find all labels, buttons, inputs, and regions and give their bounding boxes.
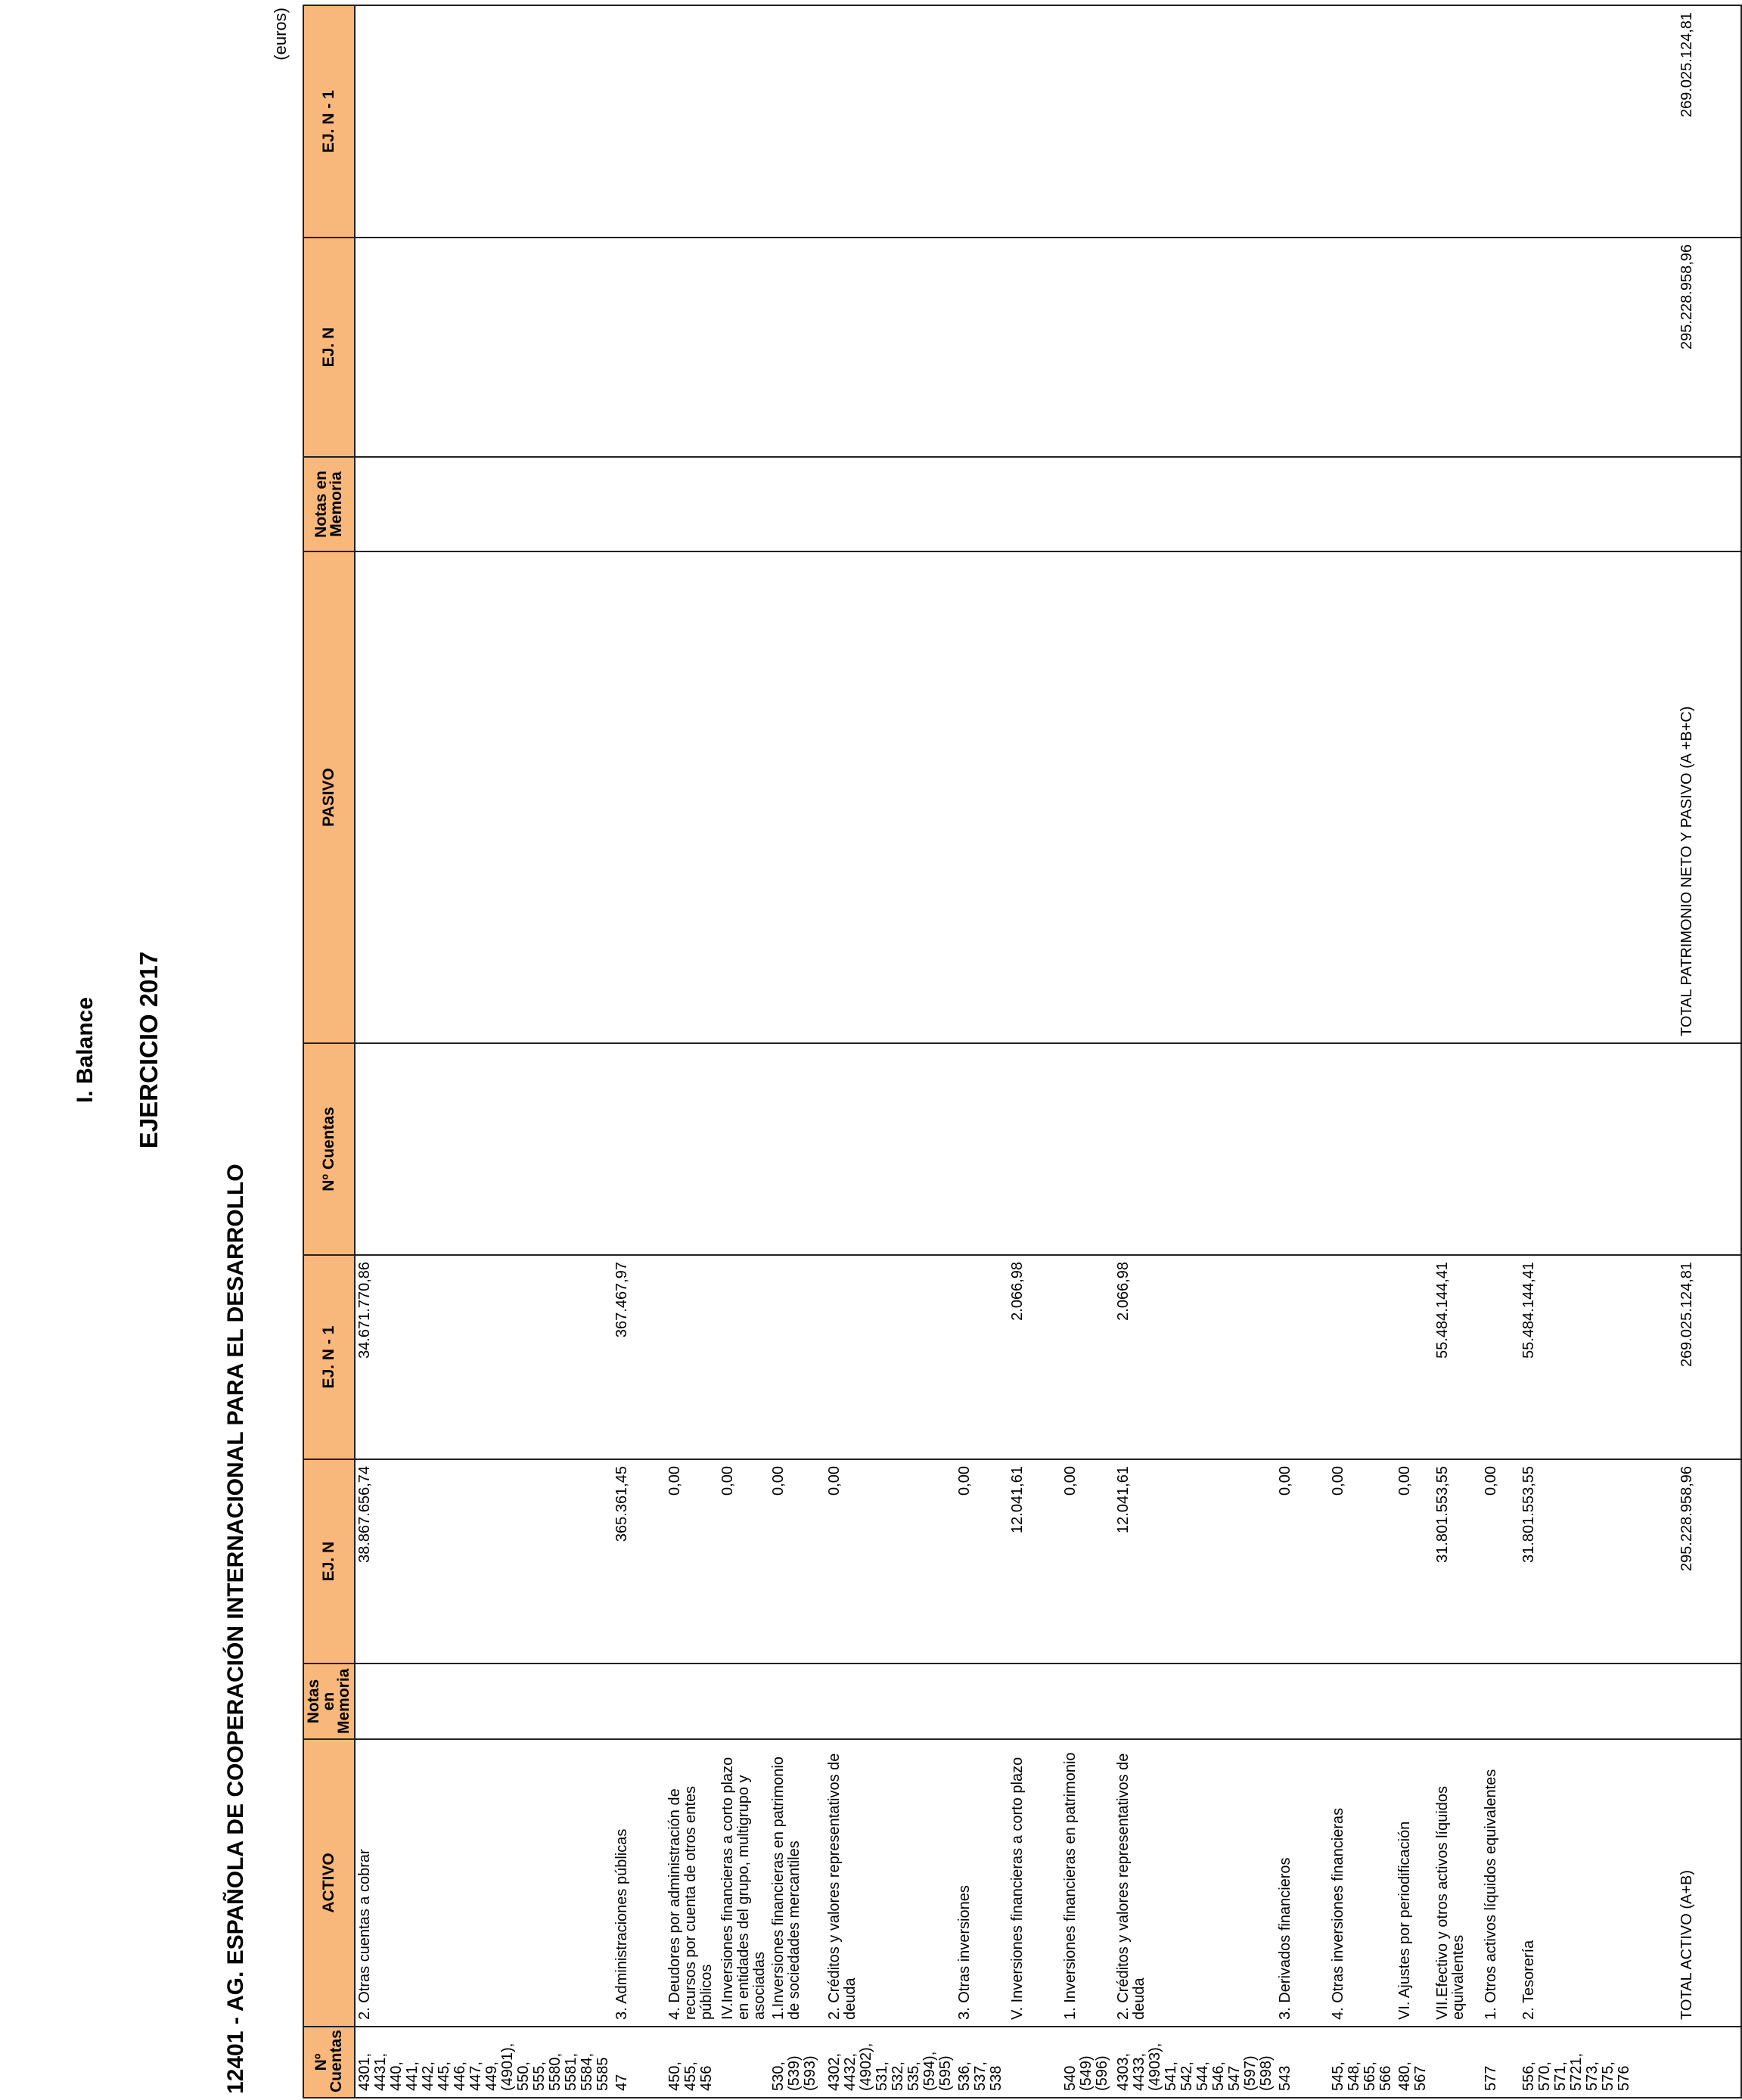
header-notas: Notas en Memoria [303,1664,355,1739]
ej-n-cell: 365.361,45 [613,1459,666,1664]
header-notas-pasivo: Notas en Memoria [303,457,355,551]
concepto-cell: 1. Inversiones financieras en patrimonio [1061,1739,1114,2027]
ej-n-1-cell [825,1255,955,1459]
ej-n-1-cell: 367.467,97 [613,1255,666,1459]
concepto-cell: TOTAL ACTIVO (A+B) [1634,1739,1741,2027]
cuentas-pasivo-cell [1114,1043,1276,1255]
ej-n-1-cell [1396,1255,1433,1459]
ej-n-pasivo-cell [1520,238,1634,457]
table-row [825,5,955,2098]
ej-n-pasivo-cell [1276,238,1329,457]
ej-n-cell: 0,00 [955,1459,1008,1664]
ej-n-1-cell: 55.484.144,41 [1433,1255,1482,1459]
header-pasivo: PASIVO [303,551,355,1043]
pasivo-cell [719,551,769,1043]
table-row [1433,5,1482,2098]
concepto-cell: 2. Otras cuentas a cobrar [355,1739,613,2027]
ej-n-cell: 295.228.958,96 [1634,1459,1741,1664]
concepto-cell: 4. Otras inversiones financieras [1329,1739,1396,2027]
ej-n-pasivo-cell [1008,238,1061,457]
ej-n-1-pasivo-cell [825,5,955,238]
header-ej-n: EJ. N [303,1459,355,1664]
cuentas-pasivo-cell [769,1043,825,1255]
ej-n-pasivo-cell [825,238,955,457]
pasivo-cell [955,551,1008,1043]
ej-n-cell: 0,00 [666,1459,719,1664]
ej-n-1-pasivo-cell [955,5,1008,238]
ej-n-1-cell [1329,1255,1396,1459]
concepto-cell: IV.Inversiones financieras a corto plazo en entidades del grupo, multigrupo y asociadas [719,1739,769,2027]
concepto-cell: V. Inversiones financieras a corto plazo [1008,1739,1061,2027]
ej-n-cell: 0,00 [769,1459,825,1664]
pasivo-cell [666,551,719,1043]
ej-n-1-pasivo-cell [1276,5,1329,238]
table-row [1520,5,1634,2098]
notas-cell [1329,1664,1396,1739]
ej-n-pasivo-cell [955,238,1008,457]
balance-table [303,5,1742,2098]
cuentas-cell: 540 (549) (596) [1061,2027,1114,2098]
cuentas-cell: 480, 567 [1396,2027,1433,2098]
ej-n-1-cell: 2.066,98 [1008,1255,1061,1459]
notas-pasivo-cell [666,457,719,551]
table-row [1329,5,1396,2098]
table-row [1276,5,1329,2098]
cuentas-cell: 577 [1482,2027,1520,2098]
notas-cell [1114,1664,1276,1739]
notas-pasivo-cell [613,457,666,551]
ej-n-1-cell [666,1255,719,1459]
concepto-cell: 4. Deudores por administración de recursos por cuenta de otros entes públicos [666,1739,719,2027]
cuentas-pasivo-cell [1008,1043,1061,1255]
table-row [1396,5,1433,2098]
table-row [666,5,719,2098]
ej-n-1-pasivo-cell [613,5,666,238]
pasivo-cell [1520,551,1634,1043]
ej-n-cell: 12.041,61 [1114,1459,1276,1664]
ej-n-1-pasivo-cell [1008,5,1061,238]
table-row [1634,5,1741,2098]
ej-n-pasivo-cell [666,238,719,457]
ej-n-pasivo-cell [613,238,666,457]
ej-n-cell: 0,00 [1061,1459,1114,1664]
cuentas-pasivo-cell [355,1043,613,1255]
ej-n-1-pasivo-cell [1520,5,1634,238]
ej-n-1-cell: 55.484.144,41 [1520,1255,1634,1459]
notas-pasivo-cell [1396,457,1433,551]
pasivo-cell [355,551,613,1043]
pasivo-cell [1114,551,1276,1043]
notas-pasivo-cell [955,457,1008,551]
header-cuentas: Nº Cuentas [303,2027,355,2098]
cuentas-pasivo-cell [613,1043,666,1255]
notas-cell [955,1664,1008,1739]
table-row [355,5,613,2098]
notas-cell [1433,1664,1482,1739]
ej-n-1-cell [1276,1255,1329,1459]
table-row [1482,5,1520,2098]
table-row [1114,5,1276,2098]
notas-cell [613,1664,666,1739]
ej-n-1-cell [719,1255,769,1459]
concepto-cell: 2. Créditos y valores representativos de deuda [1114,1739,1276,2027]
pasivo-cell [1276,551,1329,1043]
ej-n-pasivo-cell [355,238,613,457]
cuentas-cell: 450, 455, 456 [666,2027,719,2098]
notas-cell [1396,1664,1433,1739]
ej-n-1-pasivo-cell [1433,5,1482,238]
notas-cell [825,1664,955,1739]
header-activo: ACTIVO [303,1739,355,2027]
header-ej-n-pasivo: EJ. N [303,238,355,457]
ej-n-pasivo-cell [1482,238,1520,457]
cuentas-cell: 4302, 4432, (4902), 531, 532, 535, (594), (595) [825,2027,955,2098]
notas-pasivo-cell [769,457,825,551]
notas-pasivo-cell [1008,457,1061,551]
ej-n-cell: 0,00 [1396,1459,1433,1664]
concepto-cell: VI. Ajustes por periodificación [1396,1739,1433,2027]
ej-n-cell: 31.801.553,55 [1520,1459,1634,1664]
cuentas-pasivo-cell [1634,1043,1741,1255]
cuentas-cell: 4301, 4431, 440, 441, 442, 445, 446, 447, 449, (4901), 550, 555, 5580, 5581, 5584, 5585 [355,2027,613,2098]
pasivo-cell [1396,551,1433,1043]
report-title: I. Balance [73,996,98,1104]
notas-pasivo-cell [1482,457,1520,551]
ej-n-1-cell [955,1255,1008,1459]
concepto-cell: 3. Otras inversiones [955,1739,1008,2027]
ej-n-1-pasivo-cell: 269.025.124,81 [1634,5,1741,238]
ej-n-1-pasivo-cell [769,5,825,238]
notas-pasivo-cell [1114,457,1276,551]
ej-n-1-cell: 34.671.770,86 [355,1255,613,1459]
notas-pasivo-cell [825,457,955,551]
cuentas-cell [1008,2027,1061,2098]
ej-n-1-pasivo-cell [1329,5,1396,238]
notas-cell [1276,1664,1329,1739]
notas-pasivo-cell [1520,457,1634,551]
ej-n-1-cell: 269.025.124,81 [1634,1255,1741,1459]
ej-n-cell: 0,00 [1276,1459,1329,1664]
ej-n-1-pasivo-cell [1396,5,1433,238]
cuentas-pasivo-cell [1276,1043,1329,1255]
ej-n-pasivo-cell [1433,238,1482,457]
ej-n-pasivo-cell: 295.228.958,96 [1634,238,1741,457]
ej-n-cell: 31.801.553,55 [1433,1459,1482,1664]
ej-n-pasivo-cell [1114,238,1276,457]
table-header-row [303,5,355,2098]
notas-cell [355,1664,613,1739]
ej-n-pasivo-cell [1329,238,1396,457]
concepto-cell: 1. Otros activos líquidos equivalentes [1482,1739,1520,2027]
concepto-cell: 2. Créditos y valores representativos de deuda [825,1739,955,2027]
ej-n-cell: 0,00 [719,1459,769,1664]
ej-n-1-cell [1061,1255,1114,1459]
cuentas-cell: 530, (539) (593) [769,2027,825,2098]
notas-cell [769,1664,825,1739]
cuentas-pasivo-cell [825,1043,955,1255]
ej-n-cell: 12.041,61 [1008,1459,1061,1664]
notas-cell [1061,1664,1114,1739]
cuentas-pasivo-cell [666,1043,719,1255]
notas-pasivo-cell [719,457,769,551]
cuentas-pasivo-cell [955,1043,1008,1255]
ej-n-cell: 38.867.656,74 [355,1459,613,1664]
ej-n-1-pasivo-cell [355,5,613,238]
ej-n-pasivo-cell [1396,238,1433,457]
notas-pasivo-cell [1634,457,1741,551]
notas-cell [1482,1664,1520,1739]
notas-pasivo-cell [1329,457,1396,551]
ej-n-pasivo-cell [1061,238,1114,457]
header-ej-n-1-pasivo: EJ. N - 1 [303,5,355,238]
concepto-cell: VII.Efectivo y otros activos líquidos equivalentes [1433,1739,1482,2027]
cuentas-cell: 545, 548, 565, 566 [1329,2027,1396,2098]
table-row [1061,5,1114,2098]
ej-n-pasivo-cell [719,238,769,457]
notas-cell [719,1664,769,1739]
pasivo-cell [825,551,955,1043]
ej-n-cell: 0,00 [825,1459,955,1664]
notas-pasivo-cell [355,457,613,551]
ej-n-1-pasivo-cell [719,5,769,238]
notas-pasivo-cell [1276,457,1329,551]
ej-n-1-cell [769,1255,825,1459]
ej-n-1-cell: 2.066,98 [1114,1255,1276,1459]
table-row [613,5,666,2098]
units-label: (euros) [271,8,290,61]
cuentas-cell [1634,2027,1741,2098]
concepto-cell: 3. Administraciones públicas [613,1739,666,2027]
ej-n-1-pasivo-cell [666,5,719,238]
cuentas-cell [719,2027,769,2098]
report-subtitle: EJERCICIO 2017 [135,951,163,1149]
concepto-cell: 1.Inversiones financieras en patrimonio de sociedades mercantiles [769,1739,825,2027]
cuentas-cell [1433,2027,1482,2098]
notas-pasivo-cell [1433,457,1482,551]
header-ej-n-1: EJ. N - 1 [303,1255,355,1459]
concepto-cell: 3. Derivados financieros [1276,1739,1329,2027]
ej-n-pasivo-cell [769,238,825,457]
table-row [955,5,1008,2098]
concepto-cell: 2. Tesorería [1520,1739,1634,2027]
table-row [719,5,769,2098]
table-row [769,5,825,2098]
notas-cell [1634,1664,1741,1739]
notas-pasivo-cell [1061,457,1114,551]
header-cuentas-pasivo: Nº Cuentas [303,1043,355,1255]
pasivo-cell: TOTAL PATRIMONIO NETO Y PASIVO (A +B+C) [1634,551,1741,1043]
cuentas-pasivo-cell [1482,1043,1520,1255]
table-row [1008,5,1061,2098]
pasivo-cell [613,551,666,1043]
pasivo-cell [1482,551,1520,1043]
pasivo-cell [1008,551,1061,1043]
cuentas-cell: 47 [613,2027,666,2098]
pasivo-cell [1433,551,1482,1043]
pasivo-cell [769,551,825,1043]
pasivo-cell [1329,551,1396,1043]
cuentas-cell: 556, 570, 571, 5721, 573, 575, 576 [1520,2027,1634,2098]
notas-cell [666,1664,719,1739]
ej-n-1-pasivo-cell [1114,5,1276,238]
cuentas-pasivo-cell [1061,1043,1114,1255]
entity-name: 12401 - AG. ESPAÑOLA DE COOPERACIÓN INTERNACIONAL PARA EL DESARROLLO [223,1163,248,2094]
ej-n-1-pasivo-cell [1061,5,1114,238]
cuentas-cell: 4303, 4433, (4903), 541, 542, 544, 546, 547 (597) (598) [1114,2027,1276,2098]
ej-n-cell: 0,00 [1482,1459,1520,1664]
ej-n-1-cell [1482,1255,1520,1459]
pasivo-cell [1061,551,1114,1043]
cuentas-pasivo-cell [1433,1043,1482,1255]
cuentas-pasivo-cell [719,1043,769,1255]
ej-n-cell: 0,00 [1329,1459,1396,1664]
cuentas-pasivo-cell [1520,1043,1634,1255]
ej-n-1-pasivo-cell [1482,5,1520,238]
cuentas-cell: 543 [1276,2027,1329,2098]
notas-cell [1008,1664,1061,1739]
cuentas-pasivo-cell [1396,1043,1433,1255]
cuentas-cell: 536, 537, 538 [955,2027,1008,2098]
notas-cell [1520,1664,1634,1739]
cuentas-pasivo-cell [1329,1043,1396,1255]
